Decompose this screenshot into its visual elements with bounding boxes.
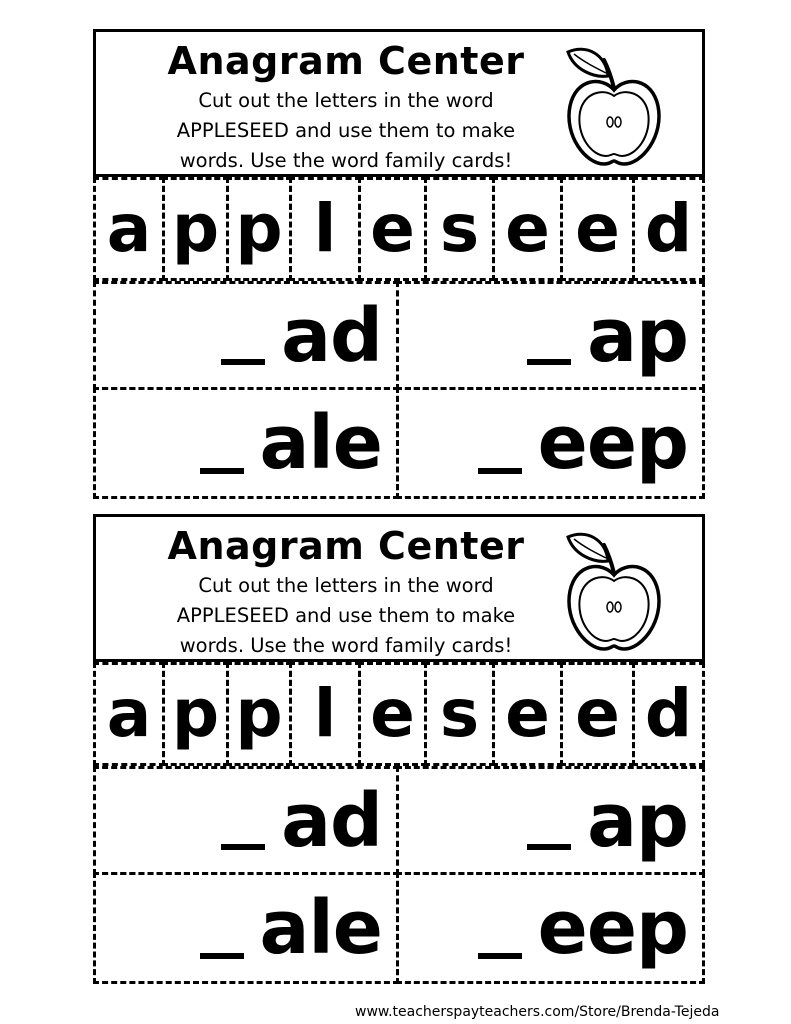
word-family-card[interactable] [396, 766, 705, 875]
blank-line [200, 468, 244, 474]
word-family-card[interactable] [93, 281, 399, 390]
letter-tile[interactable]: a [93, 662, 165, 766]
word-family-cards [93, 766, 705, 984]
letter-tile[interactable]: e [358, 662, 427, 766]
blank-line [478, 953, 522, 959]
word-family-ending: ap [587, 777, 688, 864]
blank-line [527, 844, 571, 850]
blank-line [221, 844, 265, 850]
blank-line [527, 359, 571, 365]
letter-tiles [93, 662, 705, 766]
word-family-card[interactable] [396, 281, 705, 390]
blank-line [478, 468, 522, 474]
word-family-card[interactable] [93, 387, 399, 499]
sheet-title: Anagram Center [167, 39, 525, 83]
letter-tile[interactable]: d [632, 177, 705, 281]
sheet-header [93, 29, 705, 177]
word-family-ending: eep [537, 885, 688, 971]
letter-tile[interactable]: e [492, 662, 563, 766]
word-family-card[interactable] [396, 872, 705, 984]
letter-tile[interactable]: p [162, 662, 229, 766]
instruction-line: words. Use the word family cards! [179, 149, 513, 172]
blank-line [221, 359, 265, 365]
instruction-line: words. Use the word family cards! [179, 634, 513, 657]
instruction-line: Cut out the letters in the word [198, 89, 494, 112]
instruction-line: Cut out the letters in the word [198, 574, 494, 597]
letter-tile[interactable]: e [492, 177, 563, 281]
apple-icon [564, 531, 664, 653]
sheet-header [93, 514, 705, 662]
word-family-card[interactable] [396, 387, 705, 499]
word-family-card[interactable] [93, 766, 399, 875]
sheet-instructions [106, 86, 586, 176]
word-family-ending: ale [259, 400, 382, 486]
letter-tile[interactable]: l [289, 177, 361, 281]
word-family-ending: ap [587, 292, 688, 379]
instruction-line: APPLESEED and use them to make [176, 119, 516, 142]
word-family-card[interactable] [93, 872, 399, 984]
letter-tile[interactable]: p [226, 177, 292, 281]
letter-tile[interactable]: p [226, 662, 292, 766]
letter-tile[interactable]: s [424, 662, 495, 766]
letter-tile[interactable]: d [632, 662, 705, 766]
word-family-cards [93, 281, 705, 499]
sheet-instructions [106, 571, 586, 661]
letter-tile[interactable]: p [162, 177, 229, 281]
letter-tile[interactable]: e [358, 177, 427, 281]
letter-tiles [93, 177, 705, 281]
letter-tile[interactable]: e [560, 177, 635, 281]
instruction-line: APPLESEED and use them to make [176, 604, 516, 627]
word-family-ending: ad [281, 777, 382, 864]
word-family-ending: ale [259, 885, 382, 971]
word-family-ending: ad [281, 292, 382, 379]
letter-tile[interactable]: s [424, 177, 495, 281]
letter-tile[interactable]: a [93, 177, 165, 281]
word-family-ending: eep [537, 400, 688, 486]
letter-tile[interactable]: l [289, 662, 361, 766]
apple-icon [564, 46, 664, 168]
sheet-title: Anagram Center [167, 524, 525, 568]
letter-tile[interactable]: e [560, 662, 635, 766]
blank-line [200, 953, 244, 959]
footer-url: www.teacherspayteachers.com/Store/Brenda-Tejeda [355, 1004, 720, 1020]
